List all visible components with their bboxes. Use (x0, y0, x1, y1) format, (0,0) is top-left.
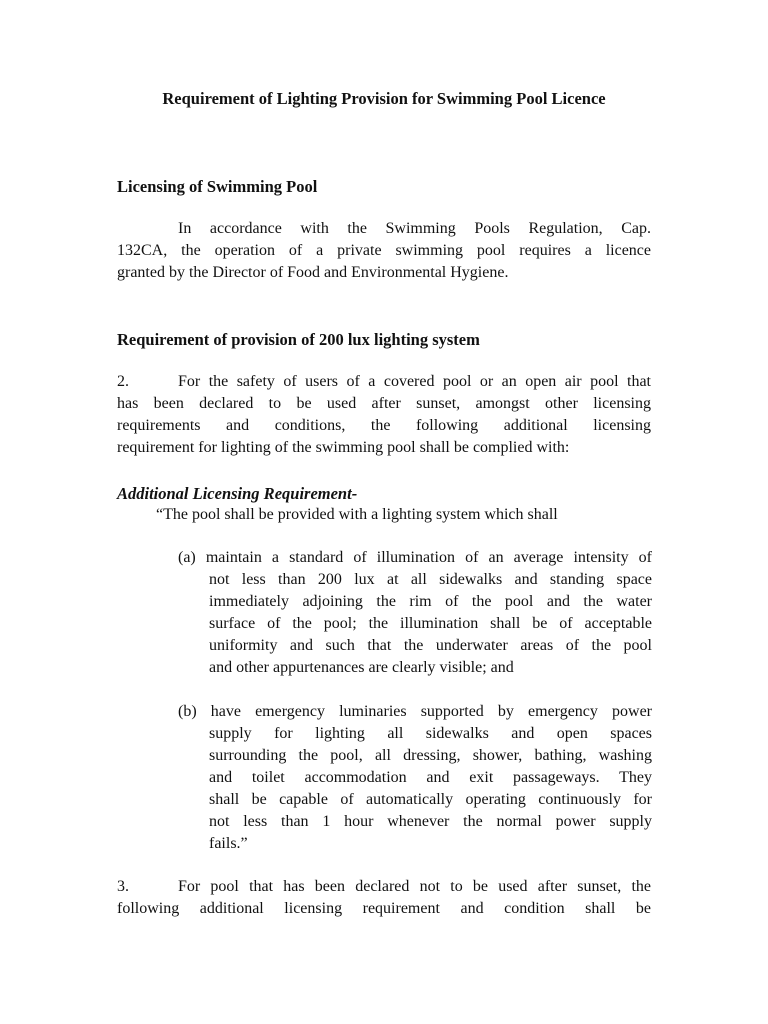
list-item-line: shall be capable of automatically operating continuously for (209, 791, 652, 808)
section-heading-licensing: Licensing of Swimming Pool (117, 177, 318, 196)
quote-lead-line: “The pool shall be provided with a lighting system which shall (156, 506, 558, 523)
list-item-line: and other appurtenances are clearly visible; and (209, 659, 514, 676)
paragraph-line: requirement for lighting of the swimming pool shall be complied with: (117, 439, 570, 456)
paragraph-line: has been declared to be used after sunset, amongst other licensing (117, 395, 651, 412)
paragraph-number: 3. (117, 878, 129, 895)
paragraph-line: 132CA, the operation of a private swimming pool requires a licence (117, 242, 651, 259)
list-item-b (178, 701, 652, 855)
paragraph-line: granted by the Director of Food and Environmental Hygiene. (117, 264, 509, 281)
paragraph-licensing (117, 218, 651, 284)
list-item-line: and toilet accommodation and exit passageways. They (209, 769, 652, 786)
paragraph-line-text: For pool that has been declared not to be used after sunset, the (178, 878, 651, 895)
list-item-line: supply for lighting all sidewalks and open spaces (209, 725, 652, 742)
list-item-line: immediately adjoining the rim of the pool and the water (209, 593, 652, 610)
list-item-line: surrounding the pool, all dressing, shower, bathing, washing (209, 747, 652, 764)
list-item-line: not less than 1 hour whenever the normal power supply (209, 813, 652, 830)
list-item-line: fails.” (209, 835, 248, 852)
list-item-line: not less than 200 lux at all sidewalks and standing space (209, 571, 652, 588)
paragraph-line: requirements and conditions, the following additional licensing (117, 417, 651, 434)
list-item-line: uniformity and such that the underwater areas of the pool (209, 637, 652, 654)
paragraph-line: following additional licensing requirement and condition shall be (117, 900, 651, 917)
paragraph-line (117, 876, 651, 898)
paragraph-line: In accordance with the Swimming Pools Regulation, Cap. (178, 220, 651, 237)
paragraph-2 (117, 371, 651, 459)
paragraph-line (117, 371, 651, 393)
paragraph-number: 2. (117, 373, 129, 390)
list-item-line: surface of the pool; the illumination shall be of acceptable (209, 615, 652, 632)
paragraph-3 (117, 876, 651, 920)
additional-requirement-heading: Additional Licensing Requirement- (117, 484, 358, 503)
section-heading-lux-requirement: Requirement of provision of 200 lux lighting system (117, 330, 480, 349)
list-item-a (178, 547, 652, 679)
paragraph-line-text: For the safety of users of a covered pool or an open air pool that (178, 373, 651, 390)
document-title: Requirement of Lighting Provision for Swimming Pool Licence (162, 89, 606, 108)
list-item-line: (a) maintain a standard of illumination of an average intensity of (178, 549, 652, 566)
list-item-line: (b) have emergency luminaries supported by emergency power (178, 703, 652, 720)
